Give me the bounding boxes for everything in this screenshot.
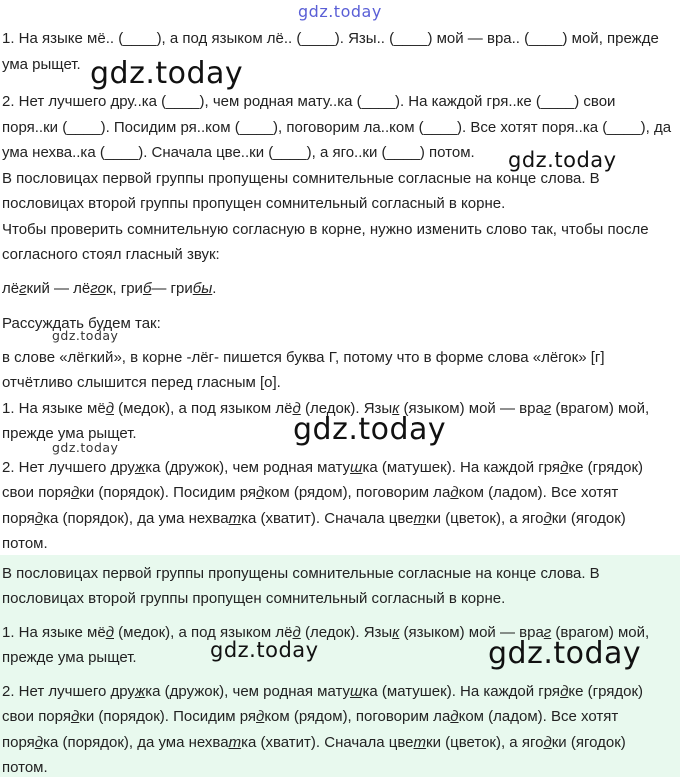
watermark-top: gdz.today	[298, 2, 382, 21]
answer-1-line-1: 1. На языке мёд (медок), а под языком лёд (ледок). Язык (языком) мой — враг (врагом) мой, прежде ума рыщет.	[2, 399, 650, 442]
highlighted-letter: г	[19, 279, 27, 297]
explanation-example: лёгкий — лёгок, гриб— грибы.	[2, 279, 217, 297]
answer-2-line-1: 1. На языке мёд (медок), а под языком лёд (ледок). Язык (языком) мой — враг (врагом) мой, прежде ума рыщет.	[2, 623, 650, 666]
answer-2-groups: В пословицах первой группы пропущены сомнительные согласные на конце слова. В пословицах второй группы пропущен сомнительный согласный в корне.	[2, 564, 600, 607]
highlighted-letter: т	[413, 733, 427, 751]
task-line-2: 2. Нет лучшего дру..ка (____), чем родная мату..ка (____). На каждой гря..ке (____) свои поря..ки (____). Посидим ря..ком (____), поговорим ла..ком (____). Все хотят поря..ка (____), да ума нехва..ка (____). Сначала цве..ки (____), а яго..ки (____) потом.	[2, 93, 672, 161]
watermark-6: gdz.today	[210, 638, 319, 662]
highlighted-letter: д	[560, 682, 569, 700]
highlighted-letter: д	[543, 733, 552, 751]
explanation-check-rule: Чтобы проверить сомнительную согласную в корне, нужно изменить слово так, чтобы после согласного стоял гласный звук:	[2, 220, 649, 263]
highlighted-letter: д	[256, 708, 265, 725]
highlighted-letter: к	[392, 623, 400, 641]
highlighted-letter: ш	[350, 682, 363, 700]
highlighted-letter: го	[90, 279, 106, 297]
highlighted-letter: д	[256, 484, 265, 501]
highlighted-letter: д	[543, 509, 552, 527]
watermark-5: gdz.today	[52, 440, 119, 455]
highlighted-letter: д	[292, 399, 301, 417]
highlighted-letter: г	[543, 623, 552, 641]
highlighted-letter: б	[142, 279, 152, 297]
explanation-reason: в слове «лёгкий», в корне -лёг- пишется буква Г, потому что в форме слова «лёгок» [г] отчётливо слышится перед гласным [о].	[2, 348, 605, 391]
watermark-4: gdz.today	[293, 412, 447, 447]
highlighted-letter: д	[105, 399, 114, 417]
task-line-1: 1. На языке мё.. (____), а под языком лё.. (____). Язы.. (____) мой — вра.. (____) мой, прежде ума рыщет.	[2, 30, 659, 73]
highlighted-letter: д	[450, 708, 459, 725]
watermark-3: gdz.today	[52, 328, 119, 343]
highlighted-letter: т	[413, 509, 427, 527]
watermark-2: gdz.today	[508, 148, 617, 172]
explanation-reason-intro: Рассуждать будем так:	[2, 315, 161, 332]
highlighted-letter: д	[70, 484, 80, 501]
highlighted-letter: бы	[192, 279, 213, 297]
highlighted-letter: ж	[134, 458, 146, 476]
highlighted-letter: д	[560, 458, 569, 476]
highlighted-letter: т	[228, 509, 242, 527]
highlighted-letter: д	[105, 623, 114, 641]
highlighted-letter: ж	[134, 682, 146, 700]
highlighted-letter: д	[34, 733, 44, 751]
highlighted-letter: т	[228, 733, 242, 751]
answer-1-line-2: 2. Нет лучшего дружка (дружок), чем родная матушка (матушек). На каждой грядке (грядок) свои порядки (порядок). Посидим рядком (рядом), поговорим ладком (ладом). Все хотят порядка (порядок), да ума нехватка (хватит). Сначала цветки (цветок), а ягодки (ягодок) потом.	[2, 458, 644, 552]
highlighted-letter: д	[450, 484, 459, 501]
watermark-1: gdz.today	[90, 56, 244, 91]
explanation-groups: В пословицах первой группы пропущены сомнительные согласные на конце слова. В пословицах второй группы пропущен сомнительный согласный в корне.	[2, 169, 600, 212]
highlighted-letter: д	[70, 708, 80, 725]
highlighted-letter: ш	[350, 458, 363, 476]
highlighted-letter: г	[543, 399, 552, 417]
highlighted-letter: к	[392, 399, 400, 417]
answer-2-line-2: 2. Нет лучшего дружка (дружок), чем родная матушка (матушек). На каждой грядке (грядок) свои порядки (порядок). Посидим рядком (рядом), поговорим ладком (ладом). Все хотят порядка (порядок), да ума нехватка (хватит). Сначала цветки (цветок), а ягодки (ягодок) потом.	[2, 682, 644, 776]
highlighted-letter: д	[34, 509, 44, 527]
watermark-7: gdz.today	[488, 636, 642, 671]
highlighted-letter: д	[292, 623, 301, 641]
